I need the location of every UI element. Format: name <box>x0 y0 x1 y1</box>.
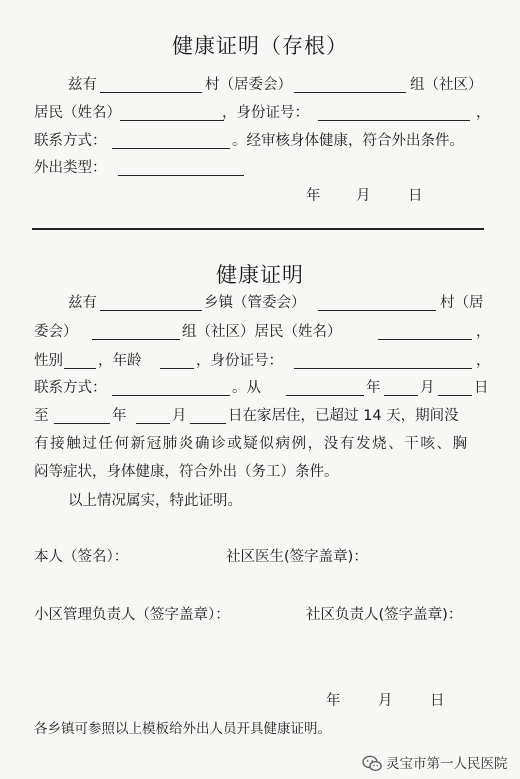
stub-label: 。经审核身体健康，符合外出条件。 <box>232 133 464 149</box>
main-label: 至 <box>34 408 49 424</box>
main-group-blank[interactable] <box>92 339 180 340</box>
main-label: 联系方式： <box>34 380 107 396</box>
stub-label: 村（居委会） <box>205 77 292 93</box>
wechat-icon <box>362 755 382 773</box>
stub-label: ，身份证号： <box>222 105 309 121</box>
main-date-day: 日 <box>430 693 445 709</box>
watermark-text: 灵宝市第一人民医院 <box>386 756 508 772</box>
stub-date-month: 月 <box>356 188 371 204</box>
main-to-month-blank[interactable] <box>136 423 170 424</box>
doctor-signature-label: 社区医生(签字盖章)： <box>226 549 368 565</box>
stub-label: ， <box>476 105 491 121</box>
main-date-month: 月 <box>378 693 393 709</box>
main-id-blank[interactable] <box>294 368 472 369</box>
self-signature-label: 本人（签名）： <box>34 549 129 565</box>
main-label: 日在家居住，已超过 14 天，期间没 <box>228 408 459 424</box>
main-label: 兹有 <box>68 295 97 311</box>
manager-signature-label: 小区管理负责人（签字盖章）： <box>34 607 230 623</box>
main-body-text: 闷等症状，身体健康，符合外出（务工）条件。 <box>34 464 339 480</box>
stub-label: 外出类型： <box>34 160 107 176</box>
main-township-blank[interactable] <box>100 310 202 311</box>
main-label: 村（居 <box>440 295 484 311</box>
main-gender-blank[interactable] <box>64 368 96 369</box>
stub-label: 联系方式： <box>34 133 107 149</box>
stub-name-blank[interactable] <box>120 120 224 121</box>
stub-date-day: 日 <box>408 188 423 204</box>
main-label: 委会） <box>34 324 78 340</box>
main-label: 乡镇（管委会） <box>204 295 306 311</box>
main-body-text: 以上情况属实，特此证明。 <box>68 493 242 509</box>
footnote-text: 各乡镇可参照以上模板给外出人员开具健康证明。 <box>34 721 331 737</box>
stub-id-blank[interactable] <box>318 120 470 121</box>
stub-village-blank[interactable] <box>100 92 202 93</box>
main-age-blank[interactable] <box>160 368 194 369</box>
stub-label: 组（社区） <box>410 77 483 93</box>
main-label: ，身份证号： <box>196 353 283 369</box>
stub-date-year: 年 <box>306 188 321 204</box>
main-name-blank[interactable] <box>378 339 472 340</box>
main-contact-blank[interactable] <box>112 395 230 396</box>
main-label: 年 <box>366 380 381 396</box>
main-label: 月 <box>420 380 435 396</box>
community-signature-label: 社区负责人(签字盖章)： <box>306 607 463 623</box>
main-label: 日 <box>474 380 489 396</box>
main-label: ，年龄 <box>98 353 142 369</box>
stub-contact-blank[interactable] <box>112 148 230 149</box>
main-from-day-blank[interactable] <box>438 395 472 396</box>
stub-title: 健康证明（存根） <box>172 34 348 58</box>
main-label: ， <box>476 324 491 340</box>
main-label: 性别 <box>34 353 63 369</box>
main-from-month-blank[interactable] <box>384 395 418 396</box>
main-title: 健康证明 <box>216 263 304 287</box>
stub-label: 兹有 <box>68 77 97 93</box>
section-divider <box>32 228 484 230</box>
main-label: 组（社区）居民（姓名） <box>182 324 342 340</box>
main-date-year: 年 <box>326 693 341 709</box>
stub-travel-type-blank[interactable] <box>118 175 244 176</box>
main-body-text: 有接触过任何新冠肺炎确诊或疑似病例，没有发烧、干咳、胸 <box>34 436 469 452</box>
main-village-blank[interactable] <box>318 310 436 311</box>
main-label: 。从 <box>232 380 261 396</box>
main-label: 月 <box>172 408 187 424</box>
main-from-year-blank[interactable] <box>286 395 364 396</box>
main-to-year-blank[interactable] <box>54 423 110 424</box>
stub-label: 居民（姓名） <box>34 105 121 121</box>
main-label: ， <box>476 353 491 369</box>
main-label: 年 <box>112 408 127 424</box>
stub-group-blank[interactable] <box>294 92 406 93</box>
main-to-day-blank[interactable] <box>190 423 226 424</box>
